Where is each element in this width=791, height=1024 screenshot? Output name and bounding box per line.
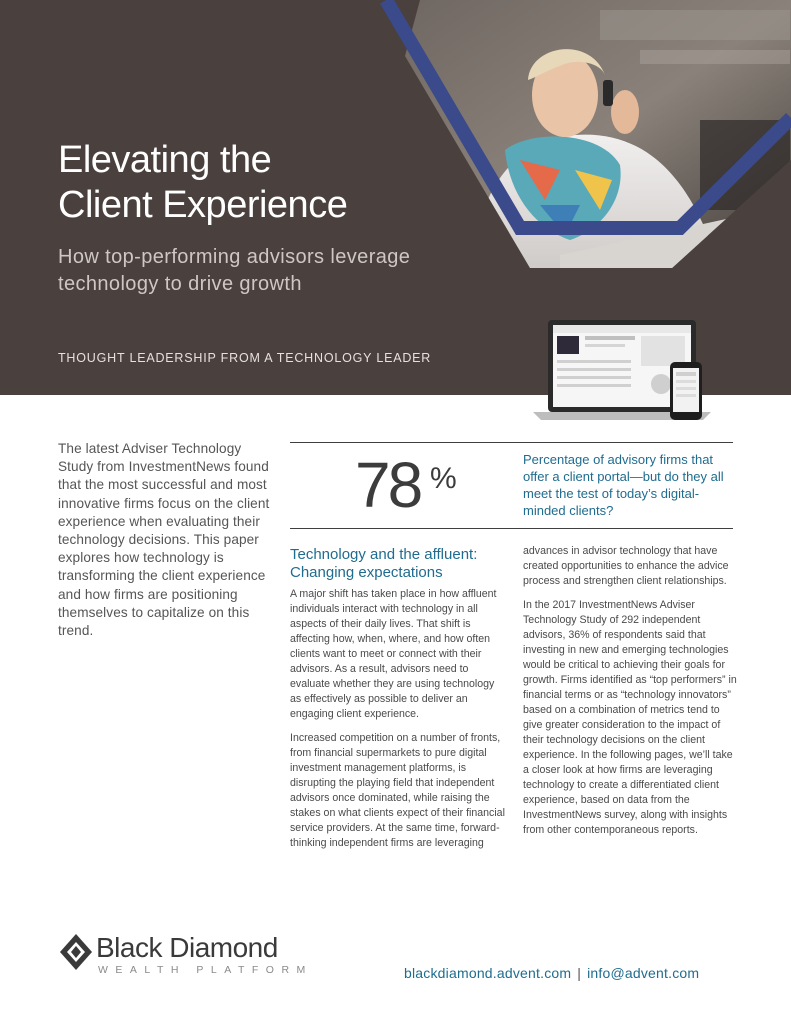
brand-subtitle: WEALTH PLATFORM (98, 964, 313, 976)
website-link[interactable]: blackdiamond.advent.com (404, 965, 572, 981)
phone-illustration (670, 362, 702, 420)
section-heading (290, 546, 510, 582)
footer-separator: | (577, 965, 582, 981)
stat-bottom-rule (290, 528, 733, 529)
body-paragraph: advances in advisor technology that have created opportunities to enhance the advice process and strengthen client relationships. (523, 545, 729, 587)
hero-tagline: THOUGHT LEADERSHIP FROM A TECHNOLOGY LEADER (58, 351, 432, 365)
footer-contact (404, 965, 699, 981)
section-heading-line-2: Changing expectations (290, 564, 443, 581)
body-paragraph: A major shift has taken place in how affluent individuals interact with technology in all aspects of their daily lives. That shift is affecting how, when, where, and how often clients want to meet or connect with their advisors. As a result, advisors need to evaluate whether they are using technology as effectively as possible to deliver an engaging client experience. (290, 588, 497, 720)
hero-subtitle (58, 244, 478, 298)
body-column-2 (523, 544, 738, 847)
section-heading-line-1: Technology and the affluent: (290, 546, 478, 563)
brand-name: Black Diamond (96, 932, 278, 963)
body-paragraph: In the 2017 InvestmentNews Adviser Technology Study of 292 independent advisors, 36% of respondents said that investing in new and emerging technologies would be critical to achieving their goals for growth. Firms identified as “top performers” in financial terms or as “technology innovators” based on a combination of metrics tend to give greater consideration to the impact of their technology decisions on the client experience. In the following pages, we’ll take a closer look at how firms are leveraging technology to create a differentiated client experience, based on data from the InvestmentNews survey, along with insights from other contemporaneous reports. (523, 599, 737, 836)
stat-top-rule (290, 442, 733, 443)
stat-value: 78 (355, 449, 421, 521)
intro-paragraph: The latest Adviser Technology Study from InvestmentNews found that the most successful and most innovative firms focus on the client experience when evaluating their technology decisions. This paper explores how technology is transforming the client experience and how firms are positioning themselves to capitalize on this trend. (58, 441, 270, 639)
body-column-1 (290, 587, 505, 860)
stat-unit: % (430, 462, 457, 495)
stat-caption: Percentage of advisory firms that offer a client portal—but do they all meet the test of today’s digital-minded clients? (523, 452, 724, 518)
hero-subtitle-line-1: How top-performing advisors leverage (58, 246, 411, 268)
body-paragraph: Increased competition on a number of fronts, from financial supermarkets to pure digital investment management platforms, is disrupting the playing field that independent advisors once dominated, while raising the stakes on what clients expect of their financial service providers. At the same time, forward-thinking independent firms are leveraging (290, 732, 505, 849)
email-link[interactable]: info@advent.com (587, 965, 700, 981)
hero-subtitle-line-2: technology to drive growth (58, 273, 302, 295)
hero-title-line-2: Client Experience (58, 184, 348, 226)
hero-title (58, 138, 378, 228)
hero-title-line-1: Elevating the (58, 139, 272, 181)
